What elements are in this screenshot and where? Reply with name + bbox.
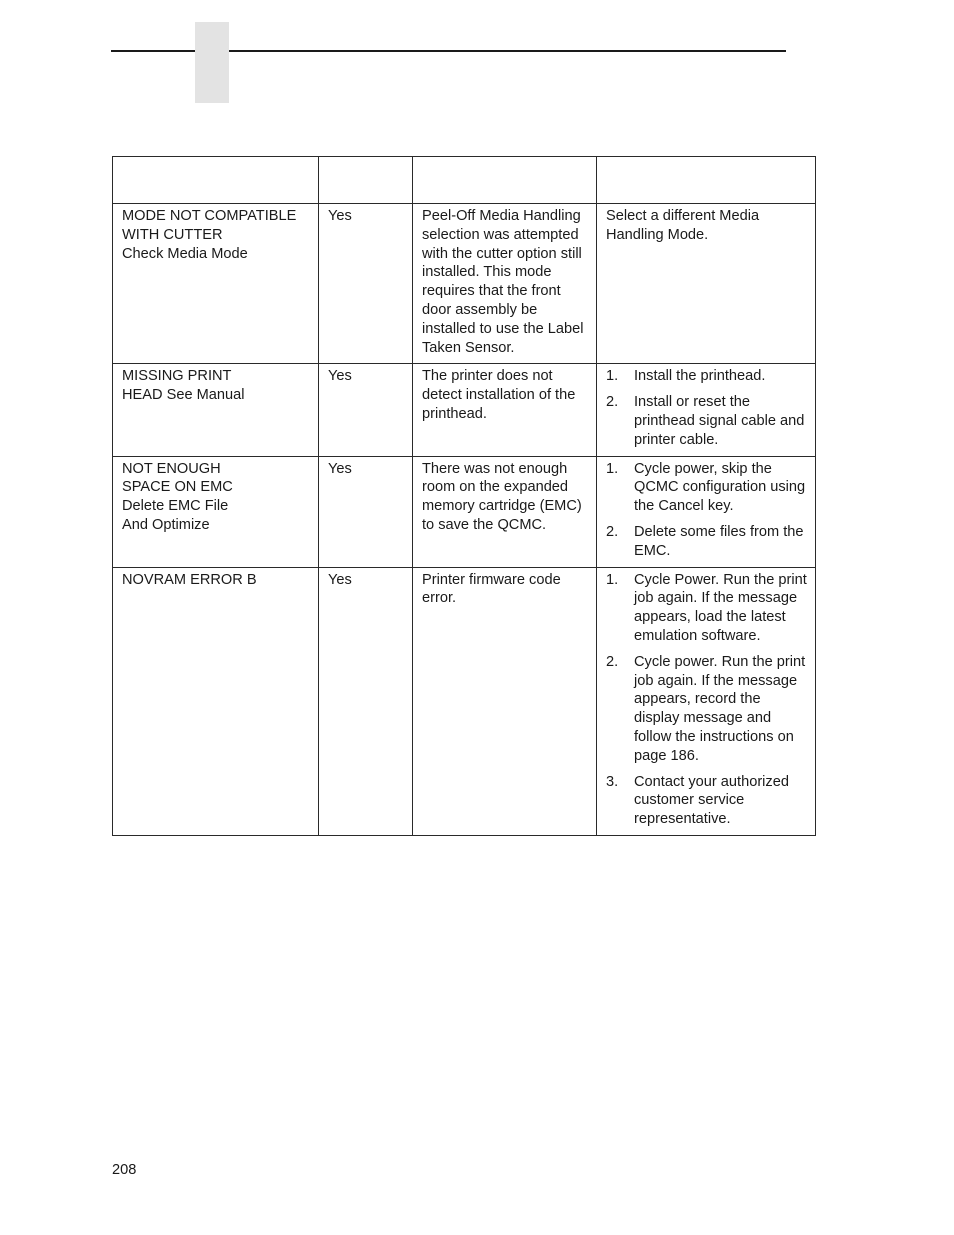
header-cell-message (113, 157, 319, 204)
table-row (113, 456, 816, 567)
solution-steps (606, 571, 807, 829)
step-number: 1. (606, 460, 619, 477)
page-number: 208 (112, 1162, 137, 1178)
solution-step (606, 571, 807, 646)
message-cell (113, 364, 319, 456)
solution-cell (597, 364, 816, 456)
header-cell-flag (319, 157, 413, 204)
solution-steps (606, 460, 807, 561)
message-line: WITH CUTTER (122, 226, 223, 243)
flag-cell: Yes (319, 364, 413, 456)
step-text: Install the printhead. (634, 368, 766, 385)
flag-cell: Yes (319, 204, 413, 364)
header-rule-right (229, 50, 786, 52)
step-number: 2. (606, 394, 619, 411)
step-number: 2. (606, 523, 619, 540)
step-text: Cycle power. Run the print job again. If the message appears, record the display message and follow the instructions on page 186. (634, 653, 806, 764)
message-cell (113, 204, 319, 364)
table-row (113, 567, 816, 835)
message-cell (113, 567, 319, 835)
solution-step (606, 773, 807, 829)
solution-step (606, 367, 807, 386)
message-line: HEAD See Manual (122, 387, 245, 404)
solution-steps (606, 367, 807, 449)
flag-cell: Yes (319, 456, 413, 567)
message-line: Delete EMC File (122, 498, 229, 515)
explanation-cell: Peel-Off Media Handling selection was attempted with the cutter option still installed. This mode requires that the front door assembly be installed to use the Label Taken Sensor. (413, 204, 597, 364)
header-rule-left (111, 50, 195, 52)
step-number: 1. (606, 571, 619, 588)
error-message-table (112, 156, 816, 836)
step-number: 2. (606, 653, 619, 670)
solution-cell (597, 567, 816, 835)
message-line: NOT ENOUGH (122, 460, 221, 477)
step-text: Install or reset the printhead signal cable and printer cable. (634, 394, 805, 448)
table-header-row (113, 157, 816, 204)
message-cell (113, 456, 319, 567)
message-line: SPACE ON EMC (122, 479, 233, 496)
message-line: MISSING PRINT (122, 368, 232, 385)
explanation-cell: The printer does not detect installation of the printhead. (413, 364, 597, 456)
table-row (113, 364, 816, 456)
explanation-cell: Printer firmware code error. (413, 567, 597, 835)
header-cell-explanation (413, 157, 597, 204)
solution-cell: Select a different Media Handling Mode. (597, 204, 816, 364)
step-number: 3. (606, 773, 619, 790)
step-number: 1. (606, 368, 619, 385)
solution-step (606, 460, 807, 516)
step-text: Cycle Power. Run the print job again. If the message appears, load the latest emulation software. (634, 571, 807, 644)
explanation-cell: There was not enough room on the expanded memory cartridge (EMC) to save the QCMC. (413, 456, 597, 567)
step-text: Delete some files from the EMC. (634, 523, 804, 559)
step-text: Cycle power, skip the QCMC configuration using the Cancel key. (634, 460, 806, 515)
table-row (113, 204, 816, 364)
solution-step (606, 393, 807, 449)
solution-step (606, 523, 807, 561)
message-line: MODE NOT COMPATIBLE (122, 208, 297, 224)
chapter-tab-marker (195, 22, 229, 103)
header-cell-solution (597, 157, 816, 204)
flag-cell: Yes (319, 567, 413, 835)
solution-cell (597, 456, 816, 567)
step-text: Contact your authorized customer service representative. (634, 773, 789, 828)
message-line: And Optimize (122, 516, 210, 533)
message-line: NOVRAM ERROR B (122, 571, 257, 588)
solution-step (606, 653, 807, 766)
message-line: Check Media Mode (122, 245, 248, 262)
